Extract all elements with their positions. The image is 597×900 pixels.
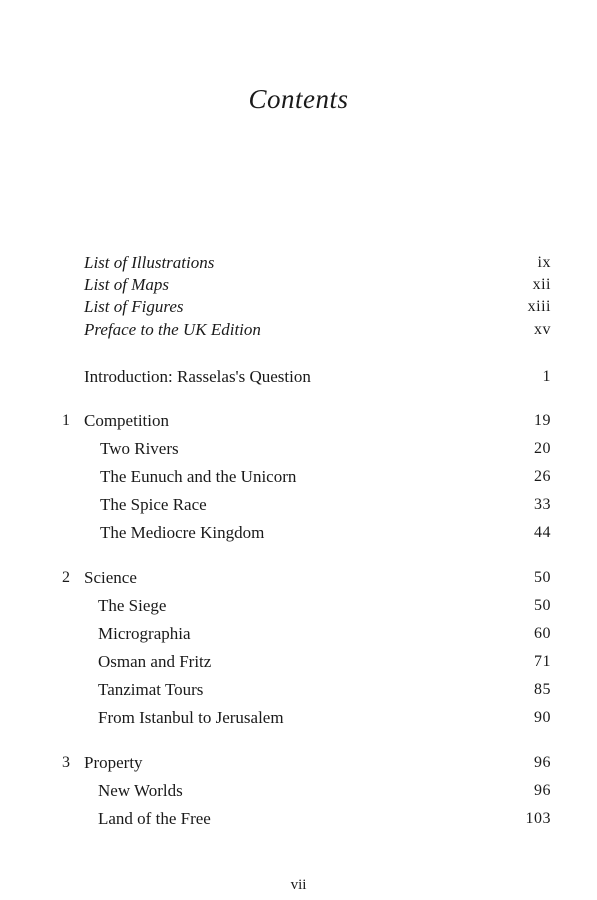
toc-section[interactable]	[0, 650, 597, 674]
toc-entry-page: ix	[537, 254, 551, 271]
toc-entry-page: xii	[532, 276, 551, 293]
toc-entry-label: List of Maps	[84, 275, 170, 294]
toc-entry-page: 96	[534, 782, 551, 799]
toc-entry-list-of-maps[interactable]	[0, 273, 597, 297]
toc-entry-list-of-figures[interactable]	[0, 295, 597, 319]
chapter-number: 3	[62, 754, 71, 771]
chapter-title: Property	[84, 753, 143, 772]
toc-entry-page: 44	[534, 524, 551, 541]
toc-entry-page: xiii	[527, 298, 551, 315]
toc-entry-page: 90	[534, 709, 551, 726]
toc-entry-label: List of Figures	[84, 297, 184, 316]
toc-entry-page: 50	[534, 569, 551, 586]
chapter-number: 2	[62, 569, 71, 586]
toc-entry-introduction[interactable]	[0, 365, 597, 389]
toc-section[interactable]	[0, 807, 597, 831]
toc-entry-list-of-illustrations[interactable]	[0, 251, 597, 275]
toc-entry-label: Preface to the UK Edition	[84, 320, 261, 339]
page-number: vii	[290, 877, 307, 893]
section-title: The Eunuch and the Unicorn	[100, 467, 297, 486]
toc-chapter-2[interactable]	[0, 566, 597, 590]
toc-section[interactable]	[0, 594, 597, 618]
toc-entry-page: xv	[534, 321, 551, 338]
toc-entry-page: 50	[534, 597, 551, 614]
toc-section[interactable]	[0, 779, 597, 803]
toc-section[interactable]	[0, 493, 597, 517]
section-title: New Worlds	[98, 781, 183, 800]
toc-section[interactable]	[0, 465, 597, 489]
toc-entry-page: 26	[534, 468, 551, 485]
toc-entry-page: 71	[534, 653, 551, 670]
page-title: Contents	[248, 84, 349, 114]
chapter-title: Science	[84, 568, 137, 587]
toc-entry-page: 103	[525, 810, 551, 827]
section-title: Micrographia	[98, 624, 191, 643]
toc-entry-page: 85	[534, 681, 551, 698]
toc-chapter-1[interactable]	[0, 409, 597, 433]
section-title: The Siege	[98, 596, 167, 615]
toc-section[interactable]	[0, 622, 597, 646]
toc-entry-label: List of Illustrations	[84, 253, 215, 272]
toc-entry-page: 20	[534, 440, 551, 457]
section-title: The Spice Race	[100, 495, 207, 514]
section-title: Tanzimat Tours	[98, 680, 204, 699]
section-title: From Istanbul to Jerusalem	[98, 708, 284, 727]
toc-entry-label: Introduction: Rasselas's Question	[84, 367, 311, 386]
toc-section[interactable]	[0, 521, 597, 545]
toc-entry-page: 19	[534, 412, 551, 429]
toc-entry-page: 33	[534, 496, 551, 513]
toc-entry-preface[interactable]	[0, 318, 597, 342]
section-title: Two Rivers	[100, 439, 179, 458]
toc-entry-page: 60	[534, 625, 551, 642]
toc-entry-page: 96	[534, 754, 551, 771]
toc-section[interactable]	[0, 678, 597, 702]
section-title: The Mediocre Kingdom	[100, 523, 265, 542]
toc-chapter-3[interactable]	[0, 751, 597, 775]
chapter-number: 1	[62, 412, 71, 429]
chapter-title: Competition	[84, 411, 169, 430]
section-title: Osman and Fritz	[98, 652, 212, 671]
toc-entry-page: 1	[542, 368, 551, 385]
toc-section[interactable]	[0, 437, 597, 461]
toc-section[interactable]	[0, 706, 597, 730]
section-title: Land of the Free	[98, 809, 211, 828]
